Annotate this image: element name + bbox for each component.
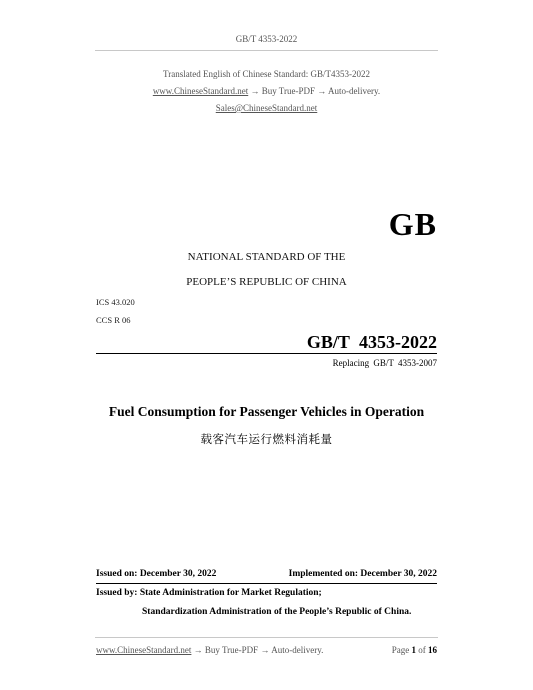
arrow-right-icon: → bbox=[250, 86, 260, 96]
implemented-date: Implemented on: December 30, 2022 bbox=[288, 569, 437, 579]
page-of: of bbox=[418, 645, 426, 655]
email-line bbox=[0, 103, 533, 113]
arrow-right-icon: → bbox=[260, 645, 270, 655]
purchase-line bbox=[0, 86, 533, 96]
standard-number: GB/T 4353-2022 bbox=[306, 332, 437, 352]
issuer-line-2: Standardization Administration of the People’s Republic of China. bbox=[142, 607, 412, 617]
page-indicator bbox=[392, 645, 437, 655]
footer-buy-pdf-text: Buy True-PDF bbox=[204, 645, 259, 655]
footer-purchase-line bbox=[96, 645, 323, 655]
page-total: 16 bbox=[428, 645, 437, 655]
replacing-note: Replacing GB/T 4353-2007 bbox=[332, 358, 437, 368]
gb-mark: GB bbox=[388, 206, 437, 242]
arrow-right-icon: → bbox=[193, 645, 203, 655]
national-standard-line-1: NATIONAL STANDARD OF THE bbox=[187, 251, 346, 263]
document-title-cn: 载客汽车运行燃料消耗量 bbox=[200, 432, 333, 446]
page-current: 1 bbox=[411, 645, 416, 655]
standard-number-rule bbox=[96, 353, 437, 354]
issued-date: Issued on: December 30, 2022 bbox=[96, 569, 217, 579]
sales-email-link[interactable]: Sales@ChineseStandard.net bbox=[215, 103, 318, 113]
header-divider bbox=[95, 50, 438, 51]
footer-auto-delivery-text: Auto-delivery. bbox=[271, 645, 324, 655]
auto-delivery-text: Auto-delivery. bbox=[328, 86, 381, 96]
running-header: GB/T 4353-2022 bbox=[235, 34, 298, 44]
arrow-right-icon: → bbox=[317, 86, 327, 96]
translation-notice-line: Translated English of Chinese Standard: GB/T4353-2022 bbox=[163, 69, 370, 79]
footer-divider bbox=[95, 637, 438, 638]
dates-rule bbox=[96, 583, 437, 584]
footer-chinesestandard-link[interactable]: www.ChineseStandard.net bbox=[96, 645, 192, 655]
ics-code: ICS 43.020 bbox=[96, 297, 135, 307]
buy-pdf-text: Buy True-PDF bbox=[261, 86, 315, 96]
ccs-code: CCS R 06 bbox=[96, 315, 131, 325]
issuer-line-1: Issued by: State Administration for Market Regulation; bbox=[96, 588, 322, 598]
page-label: Page bbox=[391, 645, 410, 655]
chinesestandard-link[interactable]: www.ChineseStandard.net bbox=[152, 86, 249, 96]
document-title-en: Fuel Consumption for Passenger Vehicles in Operation bbox=[108, 404, 425, 419]
national-standard-line-2: PEOPLE’S REPUBLIC OF CHINA bbox=[186, 276, 347, 288]
